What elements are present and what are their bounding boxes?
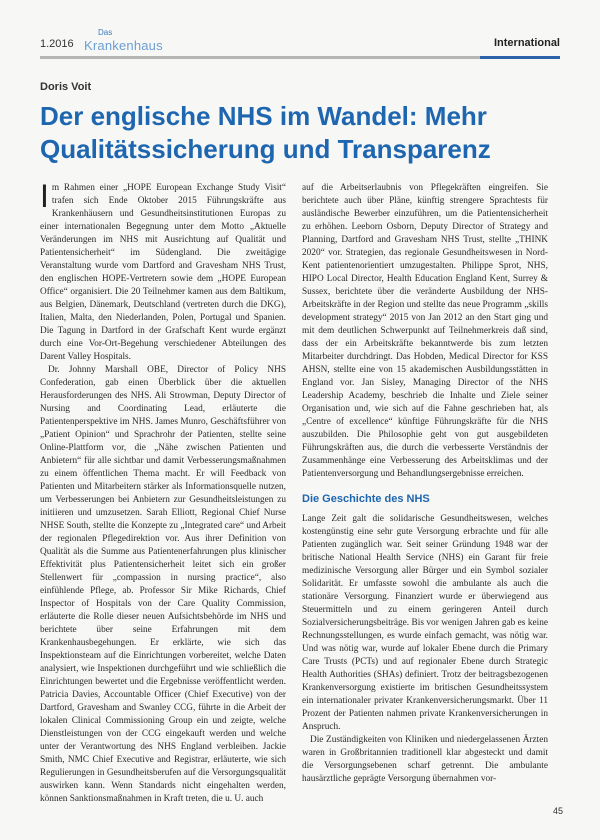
paragraph-text: m Rahmen einer „HOPE European Exchange Study Visit“ trafen sich Ende Oktober 2015 Führungskräfte aus Krankenhäusern und Gesundheitsinstitutionen Europas zu einer internationalen Begegnung unter dem Motto „Aktuelle Veränderungen im NHS mit Ausrichtung auf Qualität und Patientensicherheit“ im Südengland. Die zweitägige Veranstaltung wurde vom Dartford and Gravesham NHS Trust, den englischen HOPE-Vertretern sowie dem „HOPE European Office“ organisiert. Die 20 Teilnehmer kamen aus dem Baltikum, aus Belgien, Dänemark, Deutschland (vertreten durch die DKG), Italien, Malta, den Niederlanden, Polen, Portugal und Spanien. Die Tagung in Dartford in der Grafschaft Kent wurde ergänzt durch eine Vor-Ort-Begehung verschiedener Abteilungen des Darent Valley Hospitals. — [40, 183, 286, 362]
logo-das: Das — [98, 28, 113, 37]
paragraph: Lange Zeit galt die solidarische Gesundheitswesen, welches kostengünstig eine sehr gute Versorgung erbrachte und für alle Patienten zugänglich war. Seit seiner Gründung 1948 war der britische National Health Service (NHS) ein Garant für freie medizinische Versorgung aller Bürger und ein Symbol sozialer Solidarität. Er umfasste sowohl die ambulante als auch die stationäre Versorgung. Finanziert wurde er überwiegend aus Steuermitteln und zu einem geringeren Anteil durch Sozialversicherungsbeiträge. Bis vor wenigen Jahren gab es keine Rechnungsstellungen, es wurde einfach gemacht, was nötig war. Und was nötig war, wurde auf lokaler Ebene durch die Primary Care Trusts (PCTs) und auf regionaler Ebene durch Strategic Health Authorities (SHAs) definiert. Trotz der beitragsbezogenen Krankenversorgung existierte im britischen Gesundheitssystem ein internationaler privater Krankenversicherungsmarkt. Über 11 Prozent der Patienten nahmen private Krankenversicherungen in Anspruch. — [302, 514, 548, 732]
paragraph — [40, 178, 286, 364]
text-column-left — [40, 178, 286, 806]
page-number: 45 — [553, 806, 564, 816]
issue-number: 1.2016 — [40, 38, 74, 50]
drop-cap: I — [40, 178, 49, 214]
paragraph: auf die Arbeitserlaubnis von Pflegekräften eingreifen. Sie berichtete auch über Pläne, künftig strengere Sprachtests für ausländische Bewerber einzuführen, um die Patientensicherheit zu erhöhen. Leeborn Osborn, Deputy Director of Strategy and Planning, Dartford and Gravesham NHS Trust, stellte „THINK 2020“ vor. Strategien, das regionale Gesundheitswesen in Nord-Kent patientenorientiert umzugestalten. Philippe Sprot, NHS, HIPO Local Director, Health Education England Kent, Surrey & Sussex, berichtete über die veränderte Ausbildung der NHS-Arbeitskräfte in der Region und stellte das neue Programm „skills development strategy“ 2015 von Jan 2012 an den Start ging und mit dem deutlichen Schwerpunkt auf Teilnehmerkreis daß sind, dass der ein Arbeitskräfte bekanntwerde bis zum letzten Mitarbeiter durchdringt. Das Hobden, Medical Director for KSS AHSN, stellte eine von 15 akademischen Ausbildungsstätten in England vor. Jan Sisley, Managing Director of the NHS Leadership Academy, beschrieb die Inhalte und Ziele seiner Organisation und, wie sich auf die Fahne geschrieben hat, als „Centre of excellence“ künftige Führungskräfte für die NHS auszubilden. Die Philosophie geht von gut ausgebildeten Führungskräften aus, die durch die verbesserte Verständnis der Zusammenhänge eine Verbesserung des Arbeitsklimas und der Patientenversorgung und Behandlungsergebnisse erreichen. — [302, 183, 548, 479]
page-header — [40, 26, 560, 60]
paragraph: Die Zuständigkeiten von Kliniken und niedergelassenen Ärzten waren in Großbritannien traditionell klar abgesteckt und damit die Versorgungsebenen scharf getrennt. Die ambulante hausärztliche geprägte Versorgung übernahmen vor- — [302, 735, 548, 784]
section-heading: Die Geschichte des NHS — [302, 493, 430, 505]
paragraph: Dr. Johnny Marshall OBE, Director of Policy NHS Confederation, gab einen Überblick über die aktuellen Herausforderungen des NHS. Ali Strowman, Deputy Director of Nursing and Coordinating Lead, erläuterte die Patientenperspektive im NHS. James Munro, Geschäftsführer von „Patient Opinion“ und Sprachrohr der Patienten, stellte seine Online-Plattform vor, die „Nähe zwischen Patienten und Anbietern“ für alle sichtbar und damit Verbesserungsmaßnahmen zu einem öffentlichen Thema macht. Er will Feedback von Patienten und Mitarbeitern stärker als Informationsquelle nutzen, um Verbesserungen bei Anbietern zur Gesundheitsleistungen zu initiieren und umzusetzen. Sarah Elliott, Regional Chief Nurse NHSE South, stellte die Konzepte zu „Integrated care“ und Arbeit der regionalen Pflegedirektion vor. Aus ihrer Definition von Qualität als die Summe aus Patientenerfahrungen plus klinischer Effektivität plus Patientensicherheit leitet sich ein großer Stellenwert für „compassion in nursing practice“, also einfühlende Pflege, ab. Professor Sir Mike Richards, Chief Inspector of Hospitals von der Care Quality Commission, erläuterte die Rolle dieser neuen Aufsichtsbehörde im NHS und berichtete über seine Erfahrungen mit dem Krankenhausbegehungen. Er erklärte, wie sich das Inspektionsteam auf die Einrichtungen vorbereitet, welche Daten analysiert, wie Inspektionen durchgeführt und wie schließlich die Einrichtungen bewertet und die Ergebnisse veröffentlicht werden. Patricia Davies, Accountable Officer (Chief Executive) von der Dartford, Gravesham and Swanley CCG, führte in die Arbeit der lokalen Clinical Commissioning Group ein und zeigte, welche Dienstleistungen von der CCG eingekauft werden und welche unter der Verantwortung des NHS England verbleiben. Jackie Smith, NMC Chief Executive and Registrar, erläuterte, wie sich Regulierungen in Gesundheitsberufen auf die Versorgungsqualität auswirken kann. Wenn Standards nicht eingehalten werden, können Sanktionsmaßnahmen in Kraft treten, die u. U. auch — [40, 365, 286, 804]
author-name: Doris Voit — [40, 81, 92, 93]
article-title: Der englische NHS im Wandel: Mehr Qualitätssicherung und Transparenz — [40, 101, 491, 164]
logo-krankenhaus: Krankenhaus — [84, 38, 163, 53]
section-label: International — [493, 37, 560, 49]
text-column-right — [302, 182, 548, 786]
header-rule-accent — [480, 56, 560, 59]
